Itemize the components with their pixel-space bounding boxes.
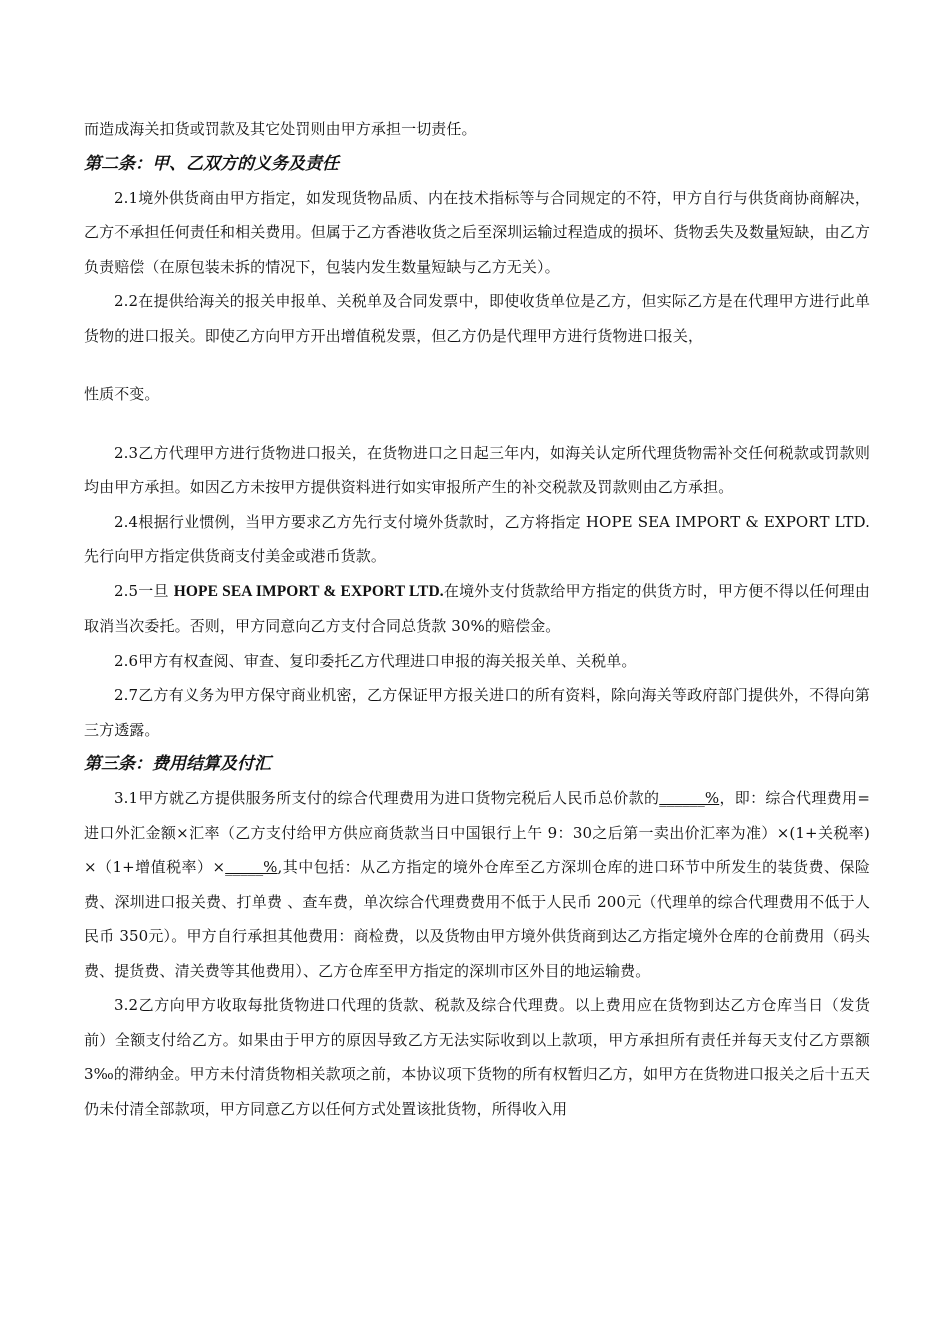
clause-2-7: 2.7乙方有义务为甲方保守商业机密，乙方保证甲方报关进口的所有资料，除向海关等政府部门提供外，不得向第三方透露。 — [84, 686, 870, 739]
clause-2-3: 2.3乙方代理甲方进行货物进口报关，在货物进口之日起三年内，如海关认定所代理货物需补交任何税款或罚款则均由甲方承担。如因乙方未按甲方提供资料进行如实审报所产生的补交税款及罚款则由乙方承担。 — [84, 443, 870, 496]
clause-3-1-part-a: 3.1甲方就乙方提供服务所支付的综合代理费用为进口货物完税后人民币总价款的 — [114, 789, 660, 807]
article-2-heading: 第二条：甲、乙双方的义务及责任 — [84, 153, 339, 174]
clause-2-5-lead: 2.5一旦 — [114, 581, 174, 600]
clause-2-6: 2.6甲方有权查阅、审查、复印委托乙方代理进口申报的海关报关单、关税单。 — [114, 651, 637, 670]
clause-2-2: 2.2在提供给海关的报关申报单、关税单及合同发票中，即使收货单位是乙方，但实际乙方是在代理甲方进行此单货物的进口报关。即使乙方向甲方开出增值税发票，但乙方仍是代理甲方进行货物进口报关， — [84, 292, 870, 345]
spacing — [84, 412, 870, 436]
clause-3-1-part-c: ,其中包括：从乙方指定的境外仓库至乙方深圳仓库的进口环节中所发生的装货费、保险费、深圳进口报关费、打单费 、查车费，单次综合代理费费用不低于人民币 200元（代理单的综合代理费用不低于人民币 350元）。甲方自行承担其他费用：商检费，以及货物由甲方境外供货商到达乙方指定境外仓库的仓前费用（码头费、提货费、清关费等其他费用）、乙方仓库至甲方指定的深圳市区外目的地运输费。 — [84, 858, 871, 980]
clause-2-1: 2.1境外供货商由甲方指定，如发现货物品质、内在技术指标等与合同规定的不符，甲方自行与供货商协商解决，乙方不承担任何责任和相关费用。但属于乙方香港收货之后至深圳运输过程造成的损坏、货物丢失及数量短缺，由乙方负责赔偿（在原包装未拆的情况下，包装内发生数量短缺与乙方无关）。 — [84, 188, 870, 276]
clause-3-1 — [84, 781, 870, 988]
clause-2-5-body: 在境外支付货款给甲方指定的供货方时，甲方便不得以任何理由取消当次委托。否则，甲方同意向乙方支付合同总货款 30%的赔偿金。 — [84, 581, 870, 635]
company-name: HOPE SEA IMPORT & EXPORT LTD. — [173, 582, 444, 600]
clause-2-2-continuation: 性质不变。 — [84, 385, 160, 403]
continuation-line: 而造成海关扣货或罚款及其它处罚则由甲方承担一切责任。 — [84, 120, 477, 138]
article-3-heading: 第三条：费用结算及付汇 — [84, 754, 271, 774]
clause-2-5 — [84, 574, 870, 644]
fee-rate-blank-2: _____% — [225, 858, 278, 876]
clause-2-4: 2.4根据行业惯例，当甲方要求乙方先行支付境外货款时，乙方将指定 HOPE SEA IMPORT & EXPORT LTD.先行向甲方指定供货商支付美金或港币货款。 — [84, 512, 870, 565]
document-body — [84, 112, 870, 1126]
clause-3-1-part-b: ，即：综合代理费用=进口外汇金额×汇率（乙方支付给甲方供应商货款当日中国银行上午 9：30之后第一卖出价汇率为准）×(1+关税率) ×（1+增值税率）× — [84, 789, 870, 876]
fee-rate-blank: ______% — [659, 789, 720, 807]
spacing — [84, 353, 870, 377]
clause-3-2: 3.2乙方向甲方收取每批货物进口代理的货款、税款及综合代理费。以上费用应在货物到达乙方仓库当日（发货前）全额支付给乙方。如果由于甲方的原因导致乙方无法实际收到以上款项，甲方承担所有责任并每天支付乙方票额 3‰的滞纳金。甲方未付清货物相关款项之前，本协议项下货物的所有权暂归乙方，如甲方在货物进口报关之后十五天仍未付清全部款项，甲方同意乙方以任何方式处置该批货物，所得收入用 — [84, 996, 870, 1118]
